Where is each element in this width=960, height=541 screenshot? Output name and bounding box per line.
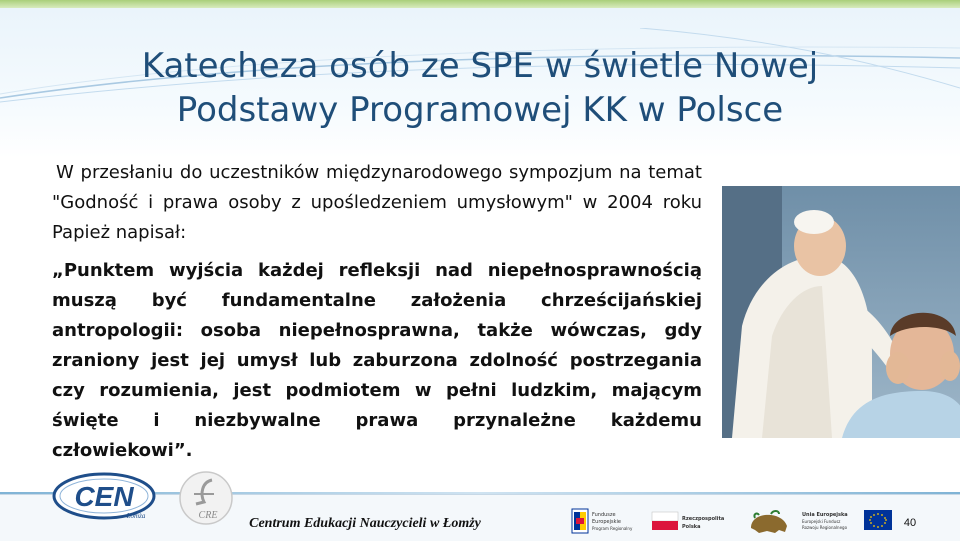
rzeczpospolita-polska-logo: [650, 506, 734, 536]
fundusze-europejskie-logo: [570, 506, 640, 536]
cre-logo-text: CRE: [198, 510, 218, 521]
intro-paragraph: W przesłaniu do uczestników międzynarodowego sympozjum na temat "Godność i prawa osoby z upośledzeniem umysłowym" w 2004 roku Papież napisał:: [52, 162, 702, 243]
fundusze-line-1: Fundusze: [592, 512, 616, 518]
top-accent-band: [0, 0, 960, 8]
rp-line-1: Rzeczpospolita: [682, 516, 725, 522]
fundusze-line-3: Program Regionalny: [592, 526, 633, 531]
title-line-2: Podstawy Programowej KK w Polsce: [176, 90, 784, 130]
unia-europejska-logo: [800, 506, 895, 536]
cen-logo-text: CEN: [74, 481, 134, 512]
cen-logo-subtext: Łomża: [126, 512, 146, 520]
slide-title: [0, 44, 960, 132]
body-text: [52, 158, 702, 466]
ue-line-3: Rozwoju Regionalnego: [802, 525, 848, 530]
ue-line-1: Unia Europejska: [802, 512, 848, 518]
bison-region-logo: [745, 506, 795, 538]
fundusze-line-2: Europejskie: [592, 519, 621, 525]
institution-name: Centrum Edukacji Nauczycieli w Łomży: [249, 516, 481, 531]
cen-logo: [52, 470, 162, 526]
page-number: 40: [903, 517, 917, 529]
title-line-1: Katecheza osób ze SPE w świetle Nowej: [141, 46, 819, 86]
quote-paragraph: „Punktem wyjścia każdej refleksji nad niepełnosprawnością muszą być fundamentalne założenia chrześcijańskiej antropologii: osoba niepełnosprawna, także wówczas, gdy zraniony jest jej umysł lub zaburzona zdolność postrzegania czy rozumienia, jest podmiotem w pełni ludzkim, mającym święte i niezbywalne prawa przynależne każdemu człowiekowi”.: [52, 260, 702, 461]
pope-photo: [722, 186, 960, 438]
rp-line-2: Polska: [682, 524, 701, 530]
ue-line-2: Europejski Fundusz: [802, 519, 841, 524]
